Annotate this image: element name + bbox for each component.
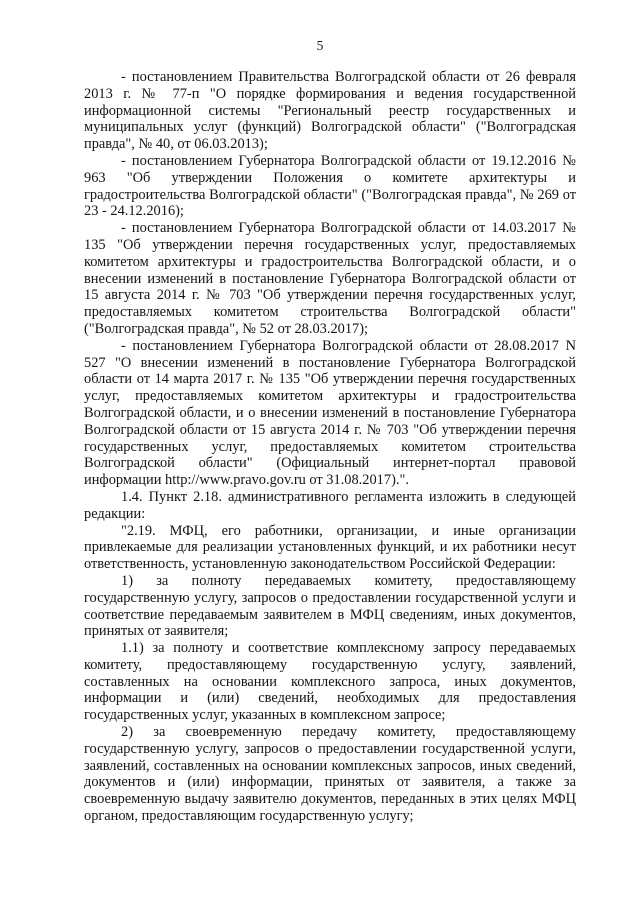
paragraph-governor-resolution-135: - постановлением Губернатора Волгоградской области от 14.03.2017 № 135 "Об утверждении перечня государственных услуг, предоставляемых комитетом архитектуры и градостроительства Волгоградской области, и о внесении изменений в постановление Губернатора Волгоградской области от 15 августа 2014 г. № 703 "Об утверждении перечня государственных услуг, предоставляемых комитетом строительства Волгоградской области" ("Волгоградская правда", № 52 от 28.03.2017); [84, 220, 576, 337]
paragraph-subitem-2: 2) за своевременную передачу комитету, предоставляющему государственную услугу, запросов о предоставлении государственной услуги, заявлений, составленных на основании комплексных запросов, иных сведений, документов и (или) информации, принятых от заявителя, а также за своевременную выдачу заявителю документов, переданных в этих целях МФЦ органом, предоставляющим государственную услугу; [84, 724, 576, 825]
paragraph-subitem-1: 1) за полноту передаваемых комитету, предоставляющему государственную услугу, запросов о предоставлении государственной услуги и соответствие передаваемым заявителем в МФЦ сведениям, иных документов, принятых от заявителя; [84, 572, 576, 640]
paragraph-item-1-4: 1.4. Пункт 2.18. административного регламента изложить в следующей редакции: [84, 488, 576, 522]
page-number: 5 [316, 38, 324, 53]
paragraph-governor-resolution-527: - постановлением Губернатора Волгоградской области от 28.08.2017 N 527 "О внесении изменений в постановление Губернатора Волгоградской области от 14 марта 2017 г. № 135 "Об утверждении перечня государственных услуг, предоставляемых комитетом архитектуры и градостроительства Волгоградской области, и о внесении изменений в постановление Губернатора Волгоградской области от 15 августа 2014 г. № 703 "Об утверждении перечня государственных услуг, предоставляемых комитетом строительства Волгоградской области" (Официальный интернет-портал правовой информации http://www.pravo.gov.ru от 31.08.2017).". [84, 337, 576, 489]
paragraph-item-2-19: "2.19. МФЦ, его работники, организации, и иные организации привлекаемые для реализации установленных функций, и их работники несут ответственность, установленную законодательством Российской Федерации: [84, 522, 576, 573]
paragraph-governor-resolution-963: - постановлением Губернатора Волгоградской области от 19.12.2016 № 963 "Об утверждении Положения о комитете архитектуры и градостроительства Волгоградской области" ("Волгоградская правда", № 269 от 23 - 24.12.2016); [84, 152, 576, 220]
paragraph-subitem-1-1: 1.1) за полноту и соответствие комплексному запросу передаваемых комитету, предоставляющему государственную услугу, заявлений, составленных на основании комплексного запроса, иных документов, информации и (или) сведений, необходимых для предоставления государственных услуг, указанных в комплексном запросе; [84, 640, 576, 724]
document-body [84, 69, 576, 825]
paragraph-government-resolution-77p: - постановлением Правительства Волгоградской области от 26 февраля 2013 г. № 77-п "О порядке формирования и ведения государственной информационной системы "Региональный реестр государственных и муниципальных услуг (функций) Волгоградской области" ("Волгоградская правда", № 40, от 06.03.2013); [84, 69, 576, 153]
